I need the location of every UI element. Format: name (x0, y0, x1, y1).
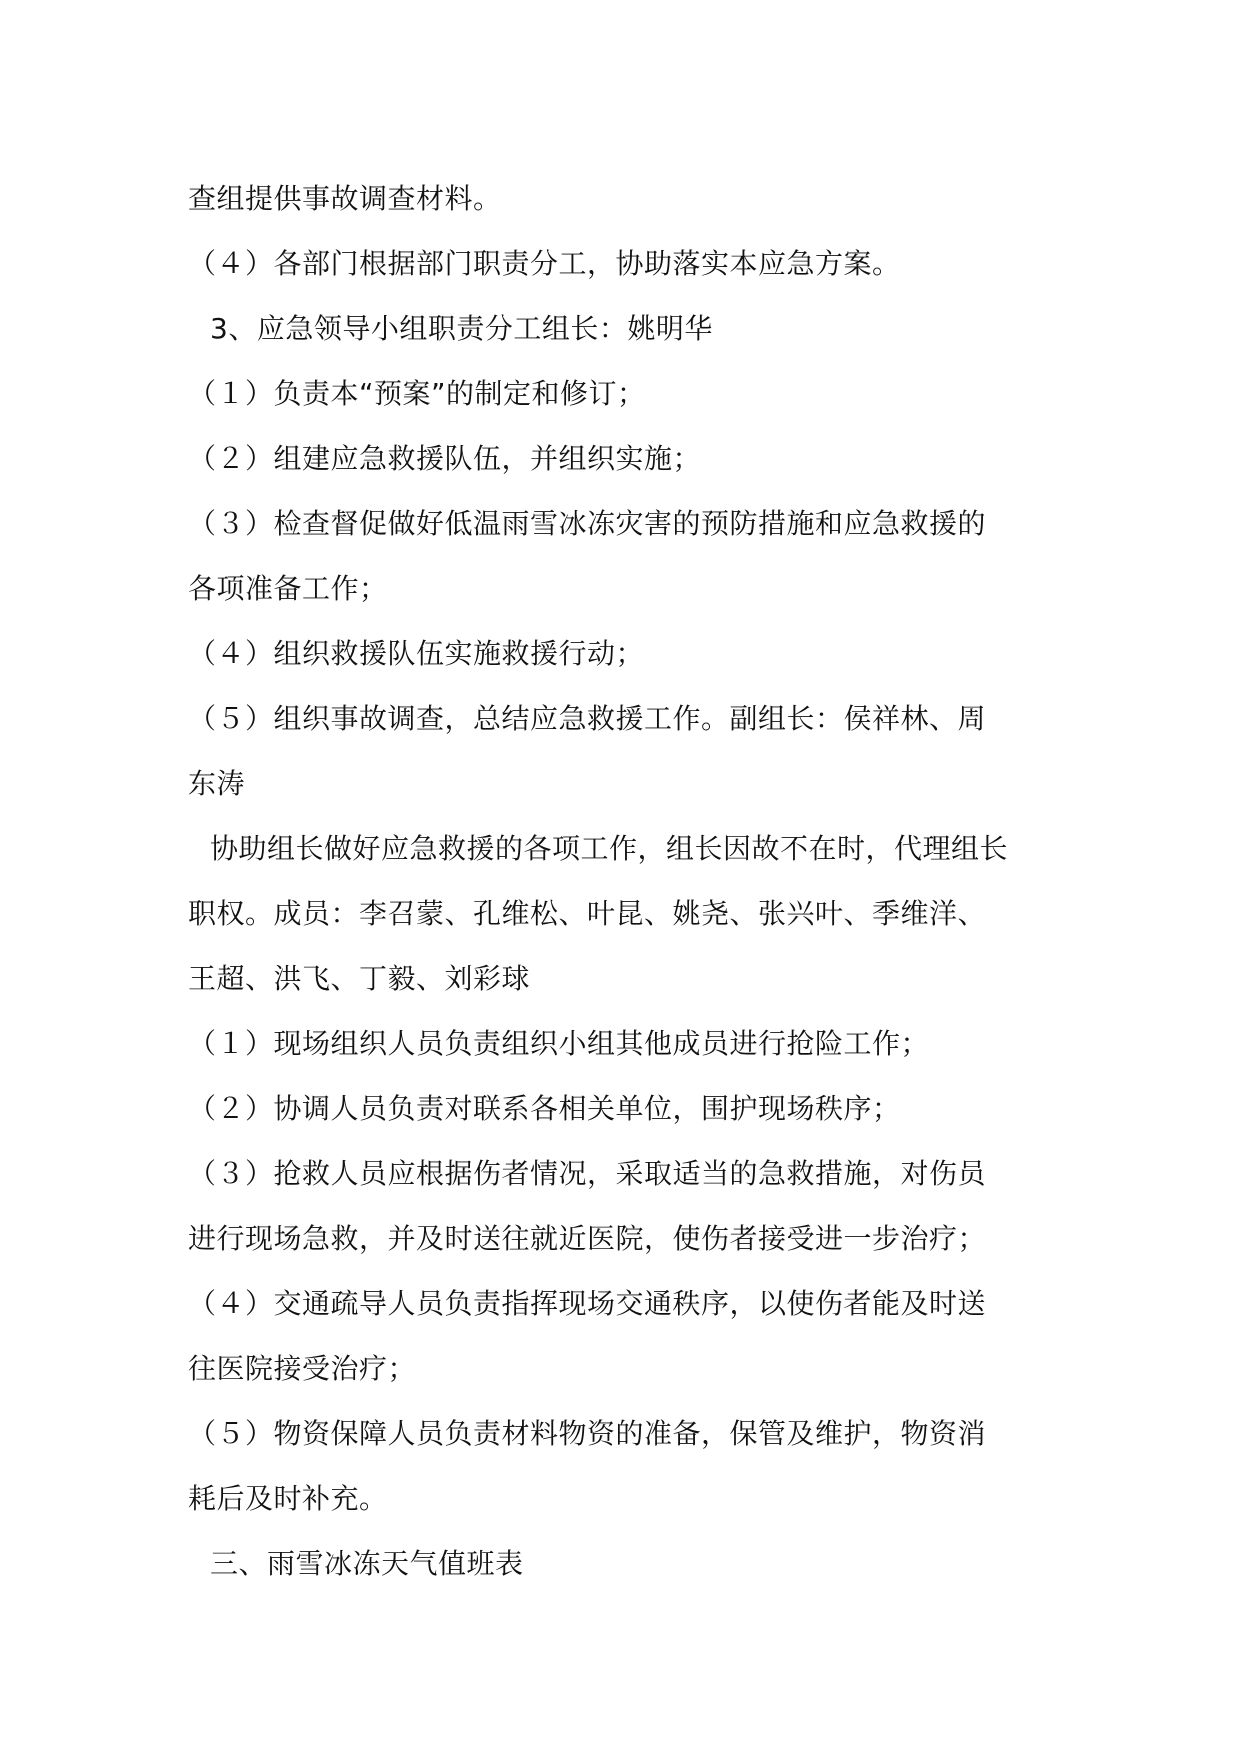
text-line: 往医院接受治疗； (188, 1352, 417, 1385)
text-line: （４）各部门根据部门职责分工，协助落实本应急方案。 (188, 247, 901, 280)
text-line: 耗后及时补充。 (188, 1482, 388, 1515)
text-line: （１）现场组织人员负责组织小组其他成员进行抢险工作； (188, 1027, 930, 1060)
text-line: （２）协调人员负责对联系各相关单位，围护现场秩序； (188, 1092, 901, 1125)
text-line: 各项准备工作； (188, 572, 388, 605)
text-line: （４）组织救援队伍实施救援行动； (188, 637, 645, 670)
text-line: （３）检查督促做好低温雨雪冰冻灾害的预防措施和应急救援的 (188, 507, 987, 540)
text-line: 进行现场急救，并及时送往就近医院，使伤者接受进一步治疗； (188, 1222, 987, 1255)
section-heading: 3、应急领导小组职责分工组长：姚明华 (210, 312, 713, 345)
text-line: （３）抢救人员应根据伤者情况，采取适当的急救措施，对伤员 (188, 1157, 987, 1190)
text-line: （４）交通疏导人员负责指挥现场交通秩序，以使伤者能及时送 (188, 1287, 987, 1320)
text-line: 职权。成员：李召蒙、孔维松、叶昆、姚尧、张兴叶、季维洋、 (188, 897, 987, 930)
text-line: （５）物资保障人员负责材料物资的准备，保管及维护，物资消 (188, 1417, 987, 1450)
text-line: （２）组建应急救援队伍，并组织实施； (188, 442, 702, 475)
text-line: （５）组织事故调查，总结应急救援工作。副组长：侯祥林、周 (188, 702, 987, 735)
document-body (188, 166, 1058, 1596)
section-heading: 三、雨雪冰冻天气值班表 (210, 1547, 524, 1580)
text-line: 协助组长做好应急救援的各项工作，组长因故不在时，代理组长 (210, 832, 1009, 865)
text-line: （１）负责本“预案”的制定和修订； (188, 377, 646, 410)
text-line: 查组提供事故调查材料。 (188, 182, 502, 215)
text-line: 王超、洪飞、丁毅、刘彩球 (188, 962, 531, 995)
text-line: 东涛 (188, 767, 246, 800)
